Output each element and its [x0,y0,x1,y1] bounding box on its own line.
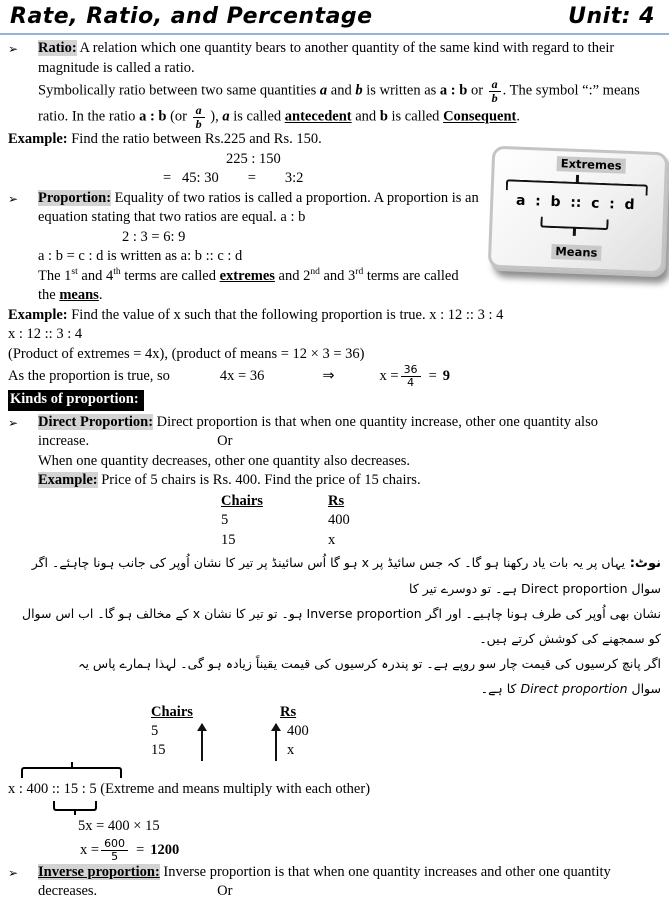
proportion-line4 [38,286,661,306]
text-run: and 4 [77,267,114,284]
fraction-a-b [489,78,501,104]
example1-work-line1: 225 : 150 [226,150,281,167]
ratio-symbolic [38,78,661,130]
bullet-arrow-icon: ➢ [8,42,19,56]
answer-value: 1200 [150,841,180,858]
inverse-proportion-word: Inverse proportion [306,606,422,622]
cell-rs: 400 [328,512,350,529]
bullet-arrow-icon: ➢ [8,415,19,430]
urdu-text: کا ہے۔ [480,681,521,697]
cell-chairs: 5 [151,723,159,740]
table-row [221,511,661,531]
ratio-ab: a : b [439,82,468,99]
ratio-def-text: A relation which one quantity bears to another quantity of the same kind with regard to their magnitude is called a ratio. [38,40,615,76]
example2-line3 [8,364,661,388]
proportion-diagram [488,146,669,275]
extremes-brace [21,767,122,778]
column-header-chairs: Chairs [221,492,263,509]
var-b: b [355,82,363,99]
text-run: and 3 [319,267,356,284]
text-run: = [428,367,437,384]
means-term: means [59,287,99,304]
cell-chairs: 15 [151,742,166,759]
antecedent-term: antecedent [284,108,352,125]
ratio-definition [38,39,661,78]
proportion-definition [38,189,479,228]
text-run: = [136,841,145,858]
fraction-numerator: a [193,104,205,118]
unit-number: Unit: 4 [568,4,655,29]
direct-example [38,471,661,491]
proportion-line1: 2 : 3 = 6: 9 [122,228,186,245]
column-header-rs: Rs [280,704,297,721]
text-run: is called [229,108,285,125]
text-run: . The symbol “:” means ratio. In the ratio [38,82,640,125]
consequent-term: Consequent [443,108,517,125]
text-run: and 2 [274,267,311,284]
fraction-numerator: 600 [101,838,128,851]
text-run: terms are called [120,267,220,284]
ratio-term: Ratio: [38,40,77,56]
kinds-heading-row [8,390,661,411]
solve-note: (Extreme and means multiply with each other) [96,781,371,798]
text-run: . [516,108,521,125]
kinds-heading: Kinds of proportion: [8,390,144,411]
proportion-expression: a : b :: c : d [515,192,635,214]
fraction-36-4 [401,364,421,388]
inverse-proportion-section [8,863,661,902]
ratio-ab: a : b [139,108,167,125]
chairs-price-table-annotated [151,703,401,760]
example2-line1: x : 12 :: 3 : 4 [8,326,83,343]
var-b: b [379,108,388,125]
urdu-text: اگر پانچ کرسیوں کی قیمت چار سو روپے ہے۔ تو پندرہ کرسیوں کی قیمت یقیناً زیادہ ہو گی۔ لہذا ہمارے پاس یہ سوال [78,656,661,697]
answer-value: 9 [442,367,450,384]
inverse-definition [38,863,661,902]
inverse-def-text: Inverse proportion is that when one quantity increases and other one quantity decreases. [38,863,611,900]
text-run: or [467,82,487,99]
text-run: the [38,287,60,304]
page-title: Rate, Ratio, and Percentage [10,4,373,29]
text-run: terms are called [363,267,459,284]
direct-def-text: Direct proportion is that when one quantity increase, other one quantity also increase. [38,413,598,450]
text-run: x = [80,841,100,858]
urdu-note-line1 [8,550,661,601]
var-a: a [222,108,230,125]
means-label: Means [551,244,602,261]
implies-icon: ⇒ [322,367,335,384]
direct-definition [38,413,661,452]
text-run: is written as [362,82,440,99]
proportion-line3 [38,267,523,287]
fraction-a-b [193,104,205,130]
bullet-arrow-icon: ➢ [8,865,19,880]
example1-work-line2: = 45: 30 = 3:2 [163,170,304,187]
text-run: is called [387,108,444,125]
fraction-denominator: b [491,90,498,105]
extremes-label: Extremes [556,156,625,174]
bullet-arrow-icon: ➢ [8,191,19,206]
fraction-denominator: 4 [407,375,415,389]
text-run: and [327,82,356,99]
example2-text: Find the value of x such that the following proportion is true. x : 12 :: 3 : 4 [67,306,504,323]
direct-def-text2: When one quantity decreases, other one quantity also decreases. [38,452,411,469]
ratio-section [8,39,661,130]
text-run: (or [166,108,191,125]
chairs-price-table [221,492,661,551]
example2 [8,306,661,326]
fraction-numerator: a [489,78,501,92]
means-brace [53,801,97,811]
column-header-rs: Rs [328,492,345,509]
var-a: a [319,82,328,99]
cell-chairs: 15 [221,531,236,548]
fraction-600-5 [101,838,128,862]
column-header-chairs: Chairs [151,704,193,721]
extremes-term: extremes [219,267,275,284]
text-run: As the proportion is true, so [8,367,170,384]
fraction-numerator: 36 [401,364,421,377]
cell-rs: x [328,531,336,548]
example-label: Example: [38,472,98,489]
urdu-text: ہے۔ تو دوسرے تیر کا [409,581,522,597]
proportion-statement: x : 400 :: 15 : 5 [8,781,97,798]
ordinal-sup: st [71,267,78,278]
text-run: The 1 [38,267,72,284]
urdu-text: نشان بھی اُوپر کی طرف ہونا چاہیے۔ اور اگر [421,606,661,622]
urdu-note-line2 [8,601,661,651]
example1 [8,130,661,150]
text-run: . [98,287,103,304]
solve-line2: 5x = 400 × 15 [78,817,160,834]
urdu-text: یہاں پر یہ بات یاد رکھنا ہو گا۔ کہ جس سائیڈ پر x ہو گا اُس سائینڈ پر تیر کا نشان اُوپر کی جانب ہونا چاہئے۔ اگر سوال [31,555,661,597]
means-brace [540,217,608,231]
direct-term: Direct Proportion: [38,413,154,430]
example1-text: Find the ratio between Rs.225 and Rs. 150. [67,131,322,148]
up-arrow-icon [201,724,203,761]
proportion-term: Proportion: [38,189,112,206]
example-label: Example: [8,131,68,148]
text-run: Symbolically ratio between two same quantities [38,82,320,99]
ordinal-sup: nd [310,267,320,278]
cell-rs: x [287,742,295,759]
text-run: ), [206,108,223,125]
cell-rs: 400 [287,723,309,740]
text-run: and [351,108,380,125]
urdu-text: ہو۔ تو تیر کا نشان x کے مخالف ہو گا۔ اب اس سوال کو سمجھنے کی کوشش کرتے ہیں۔ [21,606,661,647]
example2-line2: (Product of extremes = 4x), (product of means = 12 × 3 = 36) [8,345,365,362]
proportion-def-text: Equality of two ratios is called a proportion. A proportion is an equation stating that two ratios are equal. a : b [38,189,479,226]
page-header [0,0,669,35]
proportion-line2: a : b = c : d is written as a: b :: c : d [38,248,243,265]
fraction-denominator: 5 [111,850,119,864]
solve-line1 [8,780,661,800]
urdu-note-line3 [8,651,661,701]
direct-proportion-word: Direct proportion [520,681,628,697]
direct-proportion-section [8,413,661,491]
equation-4x: 4x = 36 [219,367,265,384]
or-word: Or [217,433,233,450]
ordinal-sup: th [113,267,121,278]
cell-chairs: 5 [221,512,229,529]
urdu-note-label: نوٹ: [625,556,661,572]
direct-proportion-word: Direct proportion [521,581,628,597]
solve-line3 [80,838,661,862]
inverse-term: Inverse proportion: [38,863,160,880]
up-arrow-icon [275,724,277,761]
direct-example-text: Price of 5 chairs is Rs. 400. Find the price of 15 chairs. [97,472,421,489]
ordinal-sup: rd [355,267,364,278]
table-row [221,531,661,551]
or-word: Or [217,883,233,900]
example-label: Example: [8,306,68,323]
fraction-denominator: b [195,116,202,131]
text-run: x = [379,367,399,384]
